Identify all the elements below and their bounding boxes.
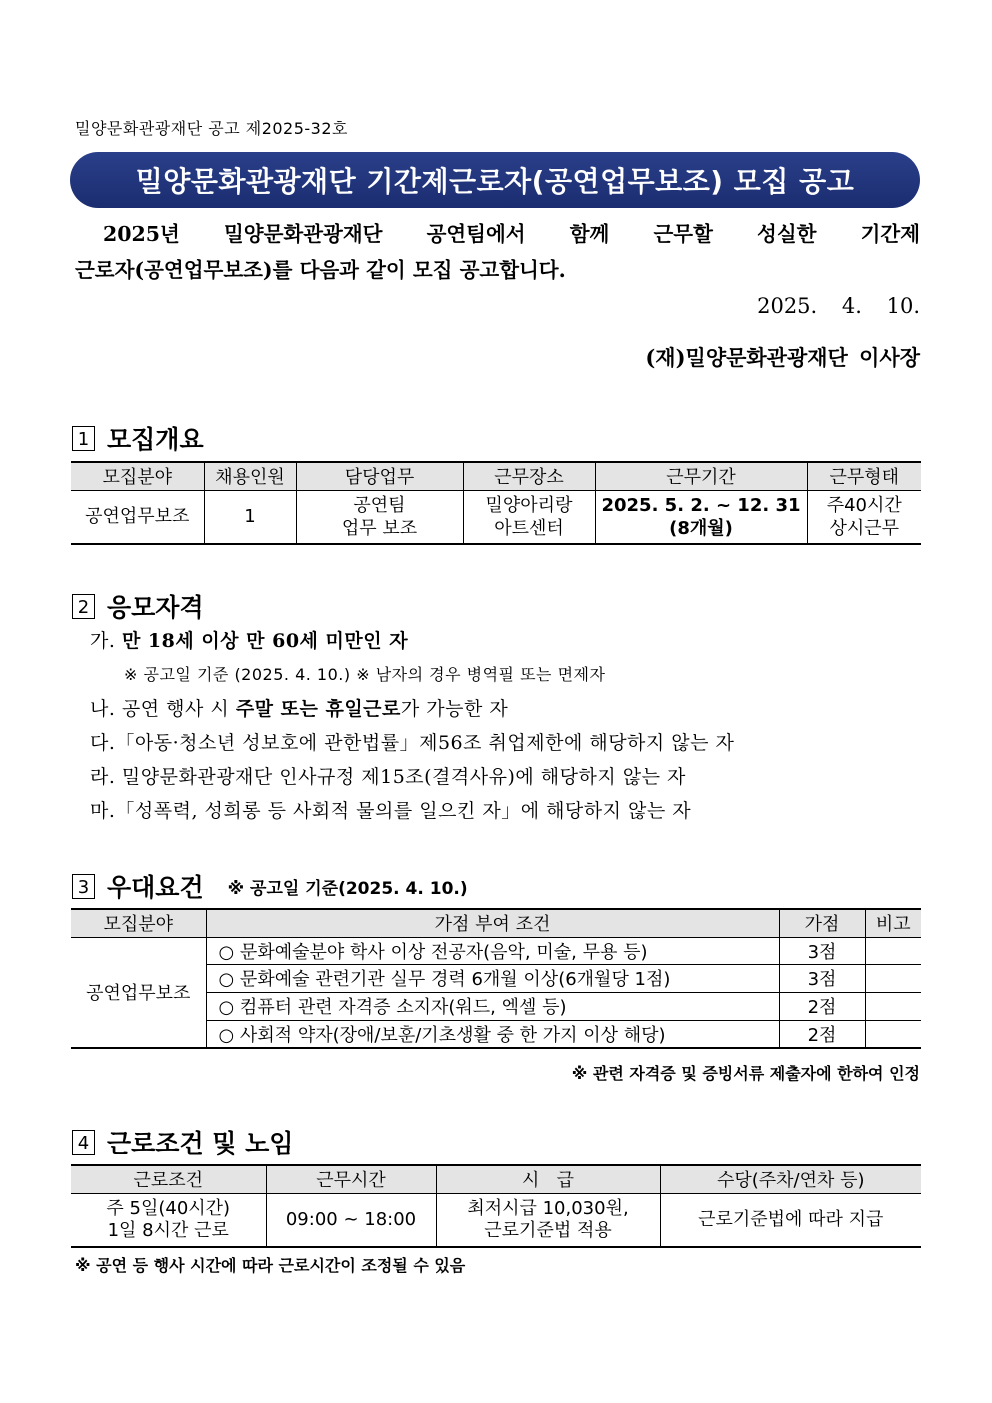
section-4-footnote: ※ 공연 등 행사 시간에 따라 근로시간이 조정될 수 있음 — [75, 1256, 466, 1275]
allowance-cell: 근로기준법에 따라 지급 — [660, 1193, 921, 1247]
column-header: 시 급 — [436, 1165, 660, 1193]
section-2-heading — [72, 588, 204, 624]
table-header-row — [71, 1165, 921, 1193]
column-header: 가점 — [779, 909, 865, 937]
intro-line-2: 근로자(공연업무보조)를 다음과 같이 모집 공고합니다. — [75, 258, 566, 282]
place-line: 밀양아리랑 — [485, 494, 573, 516]
qualification-a-note: ※ 공고일 기준 (2025. 4. 10.) ※ 남자의 경우 병역필 또는 면제자 — [124, 665, 606, 684]
wage-line: 근로기준법 적용 — [484, 1219, 612, 1241]
field-cell: 공연업무보조 — [71, 490, 204, 544]
field-cell: 공연업무보조 — [71, 937, 206, 1048]
qualification-a — [90, 624, 734, 658]
column-header: 근무시간 — [266, 1165, 436, 1193]
qualification-b-suffix: 가 가능한 자 — [400, 698, 509, 720]
place-cell — [463, 490, 595, 544]
section-3-heading — [72, 868, 468, 904]
section-1-number: 1 — [72, 426, 95, 451]
wage-cell — [436, 1193, 660, 1247]
signer: (재)밀양문화관광재단 이사장 — [645, 345, 920, 370]
place-line: 아트센터 — [494, 517, 564, 539]
remark-cell — [865, 992, 921, 1020]
column-header: 근로조건 — [71, 1165, 266, 1193]
qualification-list — [90, 624, 734, 828]
period-line: (8개월) — [669, 517, 733, 539]
section-4-number: 4 — [72, 1130, 95, 1155]
condition-line: 주 5일(40시간) — [106, 1197, 231, 1219]
qualification-b-prefix: 나. 공연 행사 시 — [90, 698, 236, 720]
duty-line: 공연팀 — [353, 494, 406, 516]
point-cell: 2점 — [779, 992, 865, 1020]
preference-table — [71, 908, 921, 1049]
table-header-row — [71, 909, 921, 937]
page-title: 밀양문화관광재단 기간제근로자(공연업무보조) 모집 공고 — [135, 165, 855, 198]
section-3-title: 우대요건 — [107, 873, 204, 902]
wage-line: 최저시급 10,030원, — [467, 1197, 629, 1219]
working-conditions-table — [71, 1164, 921, 1248]
condition-cell: ○ 컴퓨터 관련 자격증 소지자(워드, 엑셀 등) — [206, 992, 779, 1020]
remark-cell — [865, 1020, 921, 1048]
intro-line-1: 2025년 밀양문화관광재단 공연팀에서 함께 근무할 성실한 기간제 — [103, 222, 920, 246]
column-header: 근무장소 — [463, 462, 595, 490]
section-4-title: 근로조건 및 노임 — [107, 1129, 294, 1158]
column-header: 모집분야 — [71, 909, 206, 937]
section-4-heading — [72, 1124, 293, 1160]
period-cell — [595, 490, 807, 544]
work-type-line: 주40시간 — [826, 494, 902, 516]
column-header: 채용인원 — [204, 462, 296, 490]
point-cell: 3점 — [779, 964, 865, 992]
table-row — [71, 490, 921, 544]
point-cell: 2점 — [779, 1020, 865, 1048]
hours-cell: 09:00 ~ 18:00 — [266, 1193, 436, 1247]
qualification-d: 라. 밀양문화관광재단 인사규정 제15조(결격사유)에 해당하지 않는 자 — [90, 766, 686, 788]
intro-paragraph — [75, 216, 920, 288]
column-header: 근무기간 — [595, 462, 807, 490]
work-type-line: 상시근무 — [829, 517, 900, 539]
period-line: 2025. 5. 2. ~ 12. 31 — [601, 494, 801, 516]
qualification-e: 마.「성폭력, 성희롱 등 사회적 물의를 일으킨 자」에 해당하지 않는 자 — [90, 800, 692, 822]
column-header: 담당업무 — [296, 462, 463, 490]
condition-cell: ○ 문화예술분야 학사 이상 전공자(음악, 미술, 무용 등) — [206, 937, 779, 964]
condition-cell — [71, 1193, 266, 1247]
section-2-number: 2 — [72, 594, 95, 619]
duty-line: 업무 보조 — [341, 517, 418, 539]
point-cell: 3점 — [779, 937, 865, 964]
remark-cell — [865, 964, 921, 992]
qualification-b — [90, 692, 734, 726]
condition-line: 1일 8시간 근로 — [107, 1219, 229, 1241]
remark-cell — [865, 937, 921, 964]
column-header: 모집분야 — [71, 462, 204, 490]
recruitment-overview-table — [71, 461, 921, 545]
condition-cell: ○ 문화예술 관련기관 실무 경력 6개월 이상(6개월당 1점) — [206, 964, 779, 992]
section-1-heading — [72, 420, 204, 456]
column-header: 비고 — [865, 909, 921, 937]
qualification-a-prefix: 가. — [90, 630, 122, 652]
section-3-note: ※ 공고일 기준(2025. 4. 10.) — [227, 878, 468, 899]
page-title-banner — [70, 152, 920, 208]
column-header: 근무형태 — [807, 462, 921, 490]
section-3-number: 3 — [72, 874, 95, 899]
section-3-footnote: ※ 관련 자격증 및 증빙서류 제출자에 한하여 인정 — [571, 1064, 920, 1083]
column-header: 가점 부여 조건 — [206, 909, 779, 937]
column-header: 수당(주차/연차 등) — [660, 1165, 921, 1193]
table-header-row — [71, 462, 921, 490]
section-2-title: 응모자격 — [107, 593, 204, 622]
duty-cell — [296, 490, 463, 544]
table-row — [71, 937, 921, 964]
announcement-date: 2025. 4. 10. — [757, 294, 920, 318]
qualification-b-bold: 주말 또는 휴일근로 — [235, 698, 401, 720]
condition-cell: ○ 사회적 약자(장애/보훈/기초생활 중 한 가지 이상 해당) — [206, 1020, 779, 1048]
count-cell: 1 — [204, 490, 296, 544]
notice-number: 밀양문화관광재단 공고 제2025-32호 — [75, 119, 348, 138]
section-1-title: 모집개요 — [107, 425, 204, 454]
qualification-a-text: 만 18세 이상 만 60세 미만인 자 — [121, 630, 409, 652]
work-type-cell — [807, 490, 921, 544]
table-row — [71, 1193, 921, 1247]
qualification-c: 다.「아동·청소년 성보호에 관한법률」제56조 취업제한에 해당하지 않는 자 — [90, 732, 735, 754]
